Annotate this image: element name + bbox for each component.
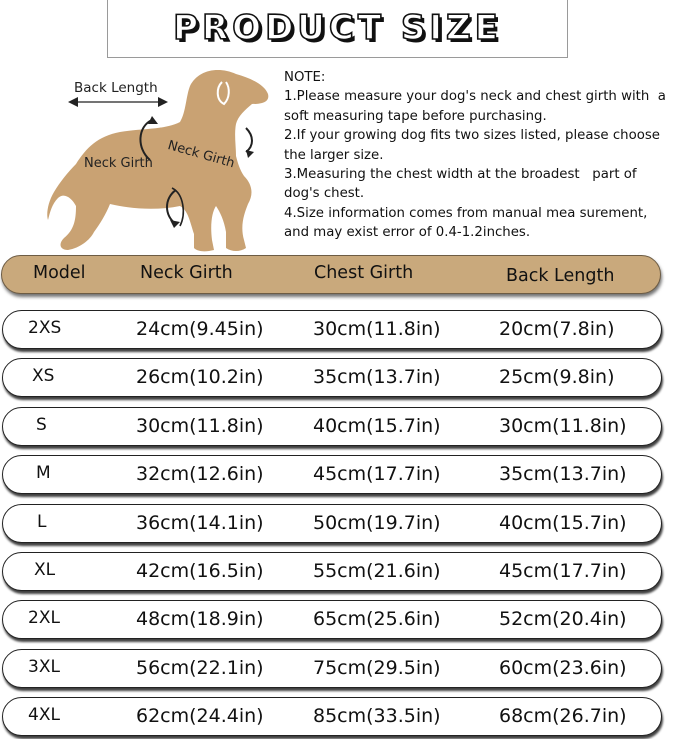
- cell-model: 4XL: [28, 705, 60, 725]
- arrowhead-neck-top: [148, 116, 158, 124]
- cell-chest-girth: 40cm(15.7in): [313, 415, 441, 437]
- cell-model: S: [36, 415, 47, 435]
- back-length-label: Back Length: [74, 80, 158, 96]
- cell-neck-girth: 42cm(16.5in): [136, 560, 264, 582]
- arrowhead-left: [68, 97, 78, 107]
- cell-back-length: 60cm(23.6in): [499, 657, 627, 679]
- note-line: dog's chest.: [284, 186, 365, 202]
- cell-neck-girth: 26cm(10.2in): [136, 366, 264, 388]
- cell-back-length: 68cm(26.7in): [499, 705, 627, 727]
- cell-chest-girth: 50cm(19.7in): [313, 512, 441, 534]
- arrowhead-neck: [246, 150, 254, 158]
- cell-model: XL: [34, 560, 56, 580]
- header-neck-girth: Neck Girth: [140, 263, 233, 283]
- cell-neck-girth: 48cm(18.9in): [136, 608, 264, 630]
- cell-chest-girth: 35cm(13.7in): [313, 366, 441, 388]
- cell-neck-girth: 30cm(11.8in): [136, 415, 264, 437]
- note-line: 3.Measuring the chest width at the broadest part of: [284, 167, 637, 183]
- cell-neck-girth: 56cm(22.1in): [136, 657, 264, 679]
- cell-model: XS: [32, 366, 55, 386]
- cell-back-length: 30cm(11.8in): [499, 415, 627, 437]
- arrowhead-right: [158, 97, 168, 107]
- cell-chest-girth: 55cm(21.6in): [313, 560, 441, 582]
- note-line: soft measuring tape before purchasing.: [284, 108, 547, 124]
- cell-back-length: 45cm(17.7in): [499, 560, 627, 582]
- neck-girth-label-neck: Neck Girth: [165, 138, 237, 172]
- cell-chest-girth: 30cm(11.8in): [313, 318, 441, 340]
- notes-heading: NOTE:: [284, 70, 326, 85]
- cell-model: M: [36, 463, 51, 483]
- title-banner: [107, 0, 568, 58]
- header-model: Model: [33, 263, 86, 283]
- header-back-length: Back Length: [506, 266, 615, 286]
- page-title: PRODUCT SIZE: [173, 8, 502, 48]
- note-line: 2.If your growing dog fits two sizes listed, please choose: [284, 128, 660, 144]
- neck-girth-label-body: Neck Girth: [84, 156, 153, 171]
- note-line: 1.Please measure your dog's neck and chest girth with a: [284, 89, 666, 105]
- cell-back-length: 40cm(15.7in): [499, 512, 627, 534]
- cell-back-length: 52cm(20.4in): [499, 608, 627, 630]
- note-line: the larger size.: [284, 147, 384, 163]
- cell-chest-girth: 65cm(25.6in): [313, 608, 441, 630]
- cell-model: 2XS: [28, 318, 62, 338]
- neck-girth-arc-front: [246, 128, 252, 152]
- cell-back-length: 35cm(13.7in): [499, 463, 627, 485]
- cell-chest-girth: 45cm(17.7in): [313, 463, 441, 485]
- cell-back-length: 20cm(7.8in): [499, 318, 615, 340]
- cell-neck-girth: 24cm(9.45in): [136, 318, 264, 340]
- note-line: and may exist error of 0.4-1.2inches.: [284, 225, 531, 241]
- dog-measurement-diagram: [40, 64, 285, 260]
- notes-panel: [284, 68, 676, 243]
- cell-neck-girth: 32cm(12.6in): [136, 463, 264, 485]
- cell-model: 3XL: [28, 657, 60, 677]
- cell-back-length: 25cm(9.8in): [499, 366, 615, 388]
- cell-model: 2XL: [28, 608, 60, 628]
- note-line: 4.Size information comes from manual mea surement,: [284, 205, 648, 221]
- cell-model: L: [37, 512, 47, 532]
- cell-chest-girth: 75cm(29.5in): [313, 657, 441, 679]
- cell-neck-girth: 36cm(14.1in): [136, 512, 264, 534]
- header-chest-girth: Chest Girth: [314, 263, 414, 283]
- cell-chest-girth: 85cm(33.5in): [313, 705, 441, 727]
- arrowhead-chest: [170, 220, 180, 228]
- cell-neck-girth: 62cm(24.4in): [136, 705, 264, 727]
